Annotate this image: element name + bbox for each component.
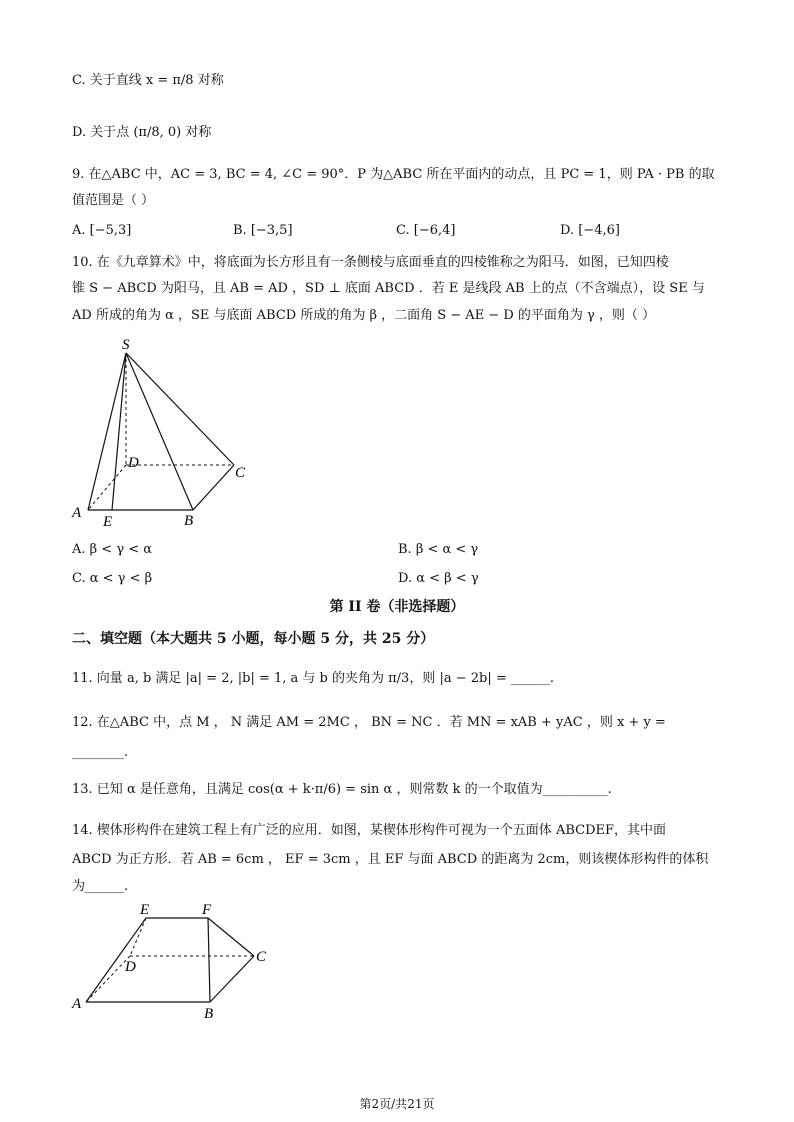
q10-stem-line1: 10. 在《九章算术》中，将底面为长方形且有一条侧棱与底面垂直的四棱锥称之为阳马．如图，已知四棱 xyxy=(72,255,669,270)
q8-option-c: C. 关于直线 x = π/8 对称 xyxy=(72,73,224,88)
label-d: D xyxy=(128,455,139,471)
q13-stem: 13. 已知 α 是任意角，且满足 cos(α + k·π/6) = sin α ，则常数 k 的一个取值为__________. xyxy=(72,782,612,797)
q9-option-d: D. [−4,6] xyxy=(560,223,620,238)
label-f: F xyxy=(202,902,212,918)
q14-stem-line3: 为______. xyxy=(72,879,129,894)
label-s: S xyxy=(122,337,130,353)
q12-stem-line2: ________. xyxy=(72,745,129,760)
q11-stem: 11. 向量 a, b 满足 |a| = 2, |b| = 1, a 与 b 的夹角为 π/3，则 |a − 2b| = ______. xyxy=(72,671,554,686)
label-a: A xyxy=(72,505,82,521)
label-e: E xyxy=(140,902,150,918)
q9-option-b: B. [−3,5] xyxy=(233,223,293,238)
part2-title: 第 II 卷（非选择题） xyxy=(329,599,465,615)
q10-stem-line3: AD 所成的角为 α ，SE 与底面 ABCD 所成的角为 β ，二面角 S − AE − D 的平面角为 γ ，则（ ） xyxy=(72,308,656,323)
label-b: B xyxy=(184,513,194,529)
section-heading: 二、填空题（本大题共 5 小题，每小题 5 分，共 25 分） xyxy=(72,631,435,647)
q10-option-d: D. α < β < γ xyxy=(398,571,479,586)
q9-stem-line2: 值范围是（ ） xyxy=(72,193,155,208)
q9-stem-line1: 9. 在△ABC 中，AC = 3, BC = 4, ∠C = 90°．P 为△ABC 所在平面内的动点，且 PC = 1，则 PA · PB 的取 xyxy=(72,167,715,182)
q14-wedge-figure xyxy=(68,898,288,1028)
page-footer: 第2页/共21页 xyxy=(359,1097,435,1111)
q10-stem-line2: 锥 S − ABCD 为阳马，且 AB = AD ，SD ⊥ 底面 ABCD ．若 E 是线段 AB 上的点（不含端点），设 SE 与 xyxy=(72,281,705,296)
label-e: E xyxy=(103,514,113,530)
q14-stem-line1: 14. 楔体形构件在建筑工程上有广泛的应用．如图，某楔体形构件可视为一个五面体 ABCDEF，其中面 xyxy=(72,823,667,838)
label-d: D xyxy=(125,959,136,975)
q9-option-c: C. [−6,4] xyxy=(396,223,456,238)
q10-option-b: B. β < α < γ xyxy=(398,542,479,557)
q10-option-c: C. α < γ < β xyxy=(72,571,153,586)
label-b: B xyxy=(204,1006,214,1022)
label-c: C xyxy=(235,465,246,481)
q8-option-d: D. 关于点 (π/8, 0) 对称 xyxy=(72,125,212,140)
q14-stem-line2: ABCD 为正方形．若 AB = 6cm ， EF = 3cm ，且 EF 与面 ABCD 的距离为 2cm，则该楔体形构件的体积 xyxy=(72,852,709,867)
q9-option-a: A. [−5,3] xyxy=(72,223,132,238)
q10-option-a: A. β < γ < α xyxy=(72,542,153,557)
label-c: C xyxy=(256,949,267,965)
q12-stem-line1: 12. 在△ABC 中，点 M ， N 满足 AM = 2MC ， BN = NC ．若 MN = xAB + yAC ，则 x + y = xyxy=(72,715,666,730)
label-a: A xyxy=(72,996,82,1012)
q10-pyramid-figure xyxy=(68,335,268,535)
